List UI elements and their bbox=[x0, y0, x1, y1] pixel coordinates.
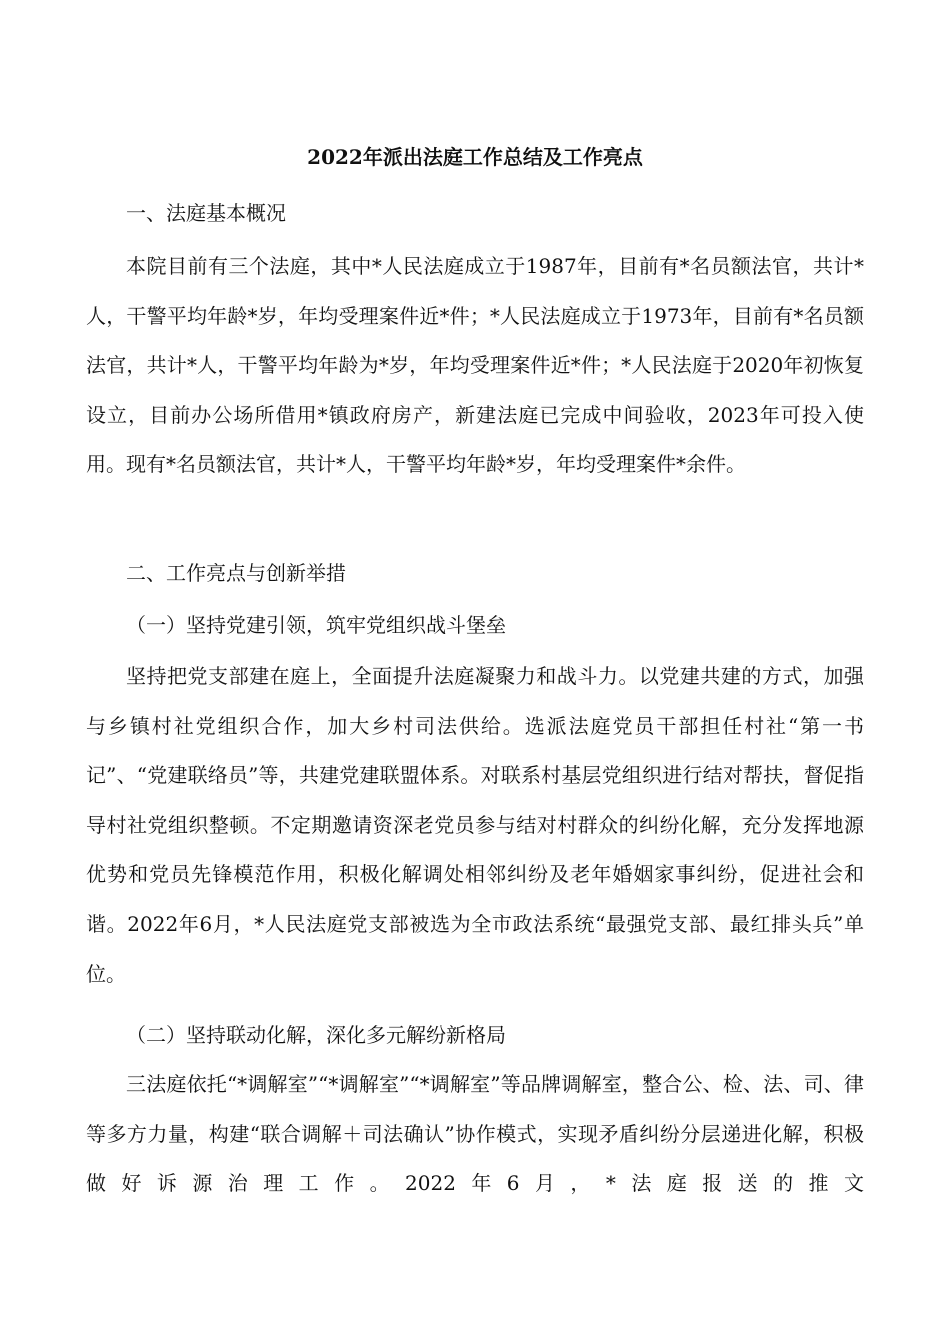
subsection-heading-1: （一）坚持党建引领，筑牢党组织战斗堡垒 bbox=[126, 613, 506, 637]
subsection-2-paragraph: 三法庭依托“*调解室”“*调解室”“*调解室”等品牌调解室，整合公、检、法、司、律等多方力量，构建“联合调解＋司法确认”协作模式，实现矛盾纠纷分层递进化解，积极做好诉源治理工作。2022年6月，*法庭报送的推文 bbox=[86, 1072, 864, 1196]
document-title: 2022年派出法庭工作总结及工作亮点 bbox=[307, 145, 643, 169]
section-1-paragraph: 本院目前有三个法庭，其中*人民法庭成立于1987年，目前有*名员额法官，共计*人，干警平均年龄*岁，年均受理案件近*件；*人民法庭成立于1973年，目前有*名员额法官，共计*人，干警平均年龄为*岁，年均受理案件近*件；*人民法庭于2020年初恢复设立，目前办公场所借用*镇政府房产，新建法庭已完成中间验收，2023年可投入使用。现有*名员额法官，共计*人，干警平均年龄*岁，年均受理案件*余件。 bbox=[86, 254, 864, 477]
section-heading-2: 二、工作亮点与创新举措 bbox=[126, 561, 346, 585]
document-page bbox=[86, 0, 864, 1344]
subsection-heading-2: （二）坚持联动化解，深化多元解纷新格局 bbox=[126, 1023, 506, 1047]
subsection-1-paragraph: 坚持把党支部建在庭上，全面提升法庭凝聚力和战斗力。以党建共建的方式，加强与乡镇村社党组织合作，加大乡村司法供给。选派法庭党员干部担任村社“第一书记”、“党建联络员”等，共建党建联盟体系。对联系村基层党组织进行结对帮扶，督促指导村社党组织整顿。不定期邀请资深老党员参与结对村群众的纠纷化解，充分发挥地源优势和党员先锋模范作用，积极化解调处相邻纠纷及老年婚姻家事纠纷，促进社会和谐。2022年6月，*人民法庭党支部被选为全市政法系统“最强党支部、最红排头兵”单位。 bbox=[86, 664, 864, 986]
section-heading-1: 一、法庭基本概况 bbox=[126, 201, 286, 225]
